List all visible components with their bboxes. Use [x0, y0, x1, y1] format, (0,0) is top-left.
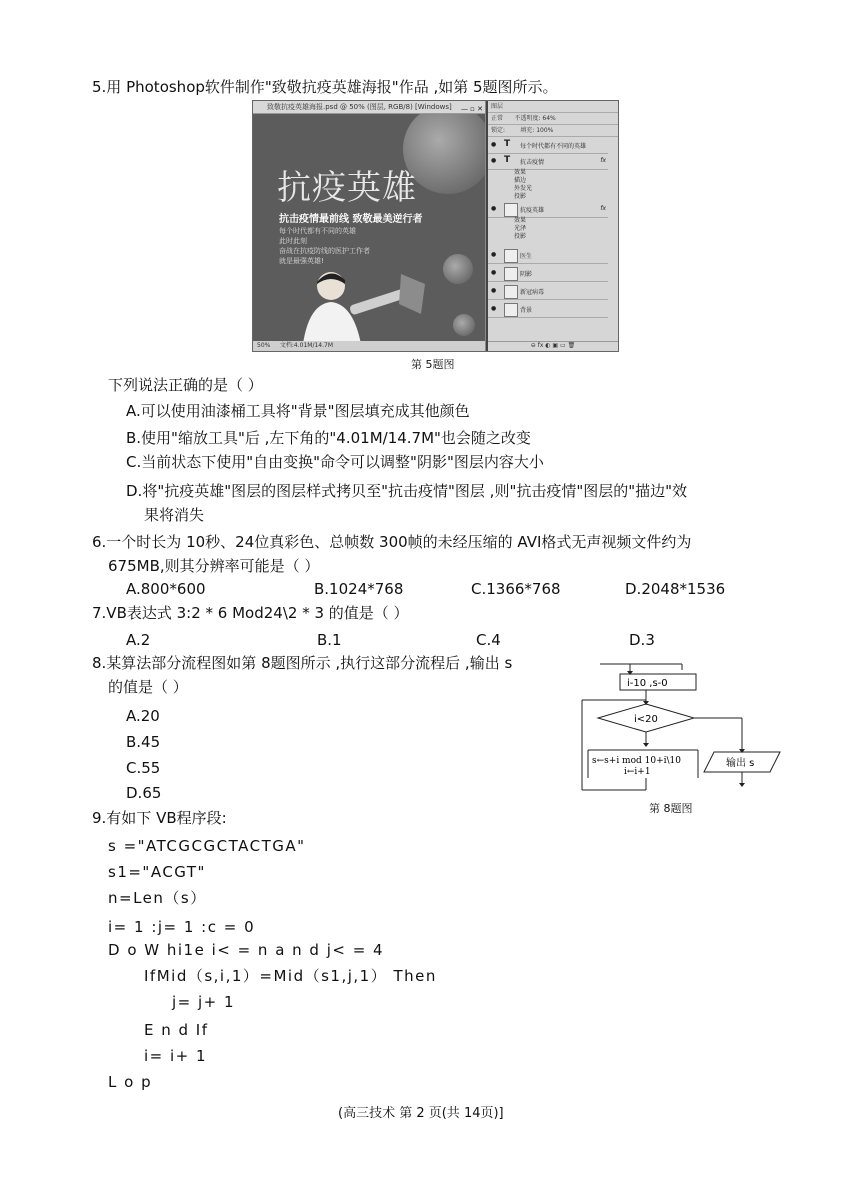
q5-option-d: D.将"抗疫英雄"图层的图层样式拷贝至"抗击疫情"图层 ,则"抗击疫情"图层的"描边"效 — [126, 482, 688, 500]
poster-line: 奋战在抗疫防线的医护工作者 — [279, 247, 370, 255]
loop-body-line2: i←i+1 — [624, 767, 651, 777]
layer-effect-name: 光泽 — [514, 225, 527, 232]
doctor-illustration — [301, 264, 431, 341]
code-line: D o W hi1e i< = n a n d j< = 4 — [108, 941, 385, 959]
q6-stem-cont: 675MB,则其分辨率可能是（ ） — [108, 557, 320, 575]
eye-icon[interactable]: ● — [491, 251, 497, 258]
panel-footer-icons: ⊖ fx ◐ ▣ ▭ 🗑 — [488, 341, 618, 351]
layer-name: 新冠病毒 — [520, 289, 545, 296]
poster-line: 每个时代都有不同的英雄 — [279, 227, 356, 235]
q6-option-a: A.800*600 — [126, 580, 206, 598]
q6-option-d: D.2048*1536 — [625, 580, 726, 598]
zoom-level: 50% — [257, 342, 271, 349]
eye-icon[interactable]: ● — [491, 141, 497, 148]
layer-effect-name: 效果 — [514, 169, 527, 176]
layer-row[interactable] — [488, 265, 608, 282]
layers-panel — [486, 101, 618, 351]
layer-thumbnail — [504, 267, 518, 281]
layer-row[interactable] — [514, 193, 526, 201]
fx-icon: fx — [600, 157, 606, 164]
layer-name: 阴影 — [520, 271, 533, 278]
window-titlebar — [253, 101, 485, 114]
layer-row[interactable] — [488, 283, 608, 300]
layer-effect-name: 效果 — [514, 217, 527, 224]
poster-title: 抗疫英雄 — [277, 168, 417, 208]
opacity-value: 不透明度: 64% — [514, 115, 556, 122]
q7-stem: 7.VB表达式 3:2 * 6 Mod24\2 * 3 的值是（ ） — [92, 604, 409, 622]
layer-effect-name: 投影 — [514, 233, 527, 240]
fill-value: 填充: 100% — [520, 127, 554, 134]
layer-name: 抗击疫情 — [520, 159, 545, 166]
layer-thumbnail — [504, 303, 518, 317]
poster-text-block — [279, 226, 370, 266]
layer-effect-name: 描边 — [514, 177, 527, 184]
q5-option-b: B.使用"缩放工具"后 ,左下角的"4.01M/14.7M"也会随之改变 — [126, 429, 531, 447]
panel-tab: 图层 — [488, 101, 618, 113]
layer-row[interactable] — [488, 201, 608, 218]
output-text: 输出 s — [726, 758, 755, 769]
window-title: 致敬抗疫英雄海报.psd @ 50% (图层, RGB/8) [Windows] — [267, 103, 452, 111]
q9-stem: 9.有如下 VB程序段: — [92, 809, 227, 827]
eye-icon[interactable]: ● — [491, 305, 497, 312]
q7-option-d: D.3 — [629, 631, 655, 649]
status-bar — [253, 341, 485, 351]
layer-thumbnail: T — [504, 155, 511, 165]
condition-text: i<20 — [634, 714, 658, 725]
layer-thumbnail — [504, 203, 518, 217]
code-line: L o p — [108, 1073, 153, 1091]
q8-option-b: B.45 — [126, 733, 161, 751]
init-text: i-10 ,s-0 — [627, 678, 668, 689]
layer-name: 医生 — [520, 253, 533, 260]
layer-row[interactable] — [488, 301, 608, 318]
q6-option-b: B.1024*768 — [314, 580, 404, 598]
layer-row[interactable] — [514, 225, 526, 233]
layer-row[interactable] — [514, 233, 526, 241]
layer-thumbnail: T — [504, 139, 511, 149]
q7-option-b: B.1 — [317, 631, 342, 649]
eye-icon[interactable]: ● — [491, 205, 497, 212]
poster-slogan: 抗击疫情最前线 致敬最美逆行者 — [279, 214, 423, 225]
q8-option-c: C.55 — [126, 759, 161, 777]
photoshop-screenshot-figure — [252, 100, 619, 352]
virus-icon — [453, 314, 475, 336]
q7-option-a: A.2 — [126, 631, 151, 649]
layer-effect-name: 投影 — [514, 193, 527, 200]
virus-icon — [443, 254, 473, 284]
q5-option-a: A.可以使用油漆桶工具将"背景"图层填充成其他颜色 — [126, 402, 470, 420]
code-line: n=Len（s） — [108, 889, 207, 907]
code-line: s ="ATCGCGCTACTGA" — [108, 837, 306, 855]
q5-caption: 第 5题图 — [411, 358, 455, 371]
layer-row[interactable] — [488, 137, 608, 154]
layer-effect-name: 外发光 — [514, 185, 533, 192]
layer-row[interactable] — [514, 169, 526, 177]
layer-row[interactable] — [488, 153, 608, 170]
layer-name: 背景 — [520, 307, 533, 314]
q8-caption: 第 8题图 — [649, 802, 693, 815]
layer-name: 每个时代都有不同的英雄 — [520, 143, 587, 150]
poster-line: 就是最强英雄! — [279, 257, 324, 265]
layer-row[interactable] — [514, 185, 532, 193]
q6-stem: 6.一个时长为 10秒、24位真彩色、总帧数 300帧的未经压缩的 AVI格式无声视频文件约为 — [92, 533, 692, 551]
doc-size: 文档:4.01M/14.7M — [279, 342, 334, 349]
code-line: E n d If — [144, 1021, 209, 1039]
eye-icon[interactable]: ● — [491, 269, 497, 276]
layer-row[interactable] — [514, 177, 526, 185]
lock-label: 锁定: — [491, 127, 506, 134]
code-line: IfMid（s,i,1）=Mid（s1,j,1） Then — [144, 967, 437, 985]
code-line: i= 1 :j= 1 :c = 0 — [108, 918, 256, 936]
flowchart-figure — [578, 662, 788, 802]
window-controls-icon: — ▫ ✕ — [460, 105, 483, 113]
eye-icon[interactable]: ● — [491, 287, 497, 294]
loop-body-line1: s←s+i mod 10+i\10 — [592, 756, 681, 766]
q8-stem-cont: 的值是（ ） — [108, 678, 188, 696]
q7-option-c: C.4 — [476, 631, 501, 649]
fx-icon: fx — [600, 205, 606, 212]
eye-icon[interactable]: ● — [491, 157, 497, 164]
q5-prompt: 下列说法正确的是（ ） — [108, 376, 263, 394]
q5-option-c: C.当前状态下使用"自由变换"命令可以调整"阴影"图层内容大小 — [126, 453, 544, 471]
q6-option-c: C.1366*768 — [471, 580, 561, 598]
q5-option-d-cont: 果将消失 — [144, 506, 205, 524]
blend-mode-select: 正常 — [491, 115, 504, 122]
q8-option-a: A.20 — [126, 707, 160, 725]
poster-line: 此时此刻 — [279, 237, 307, 245]
poster-canvas — [253, 114, 485, 341]
q5-stem: 5.用 Photoshop软件制作"致敬抗疫英雄海报"作品 ,如第 5题图所示。 — [92, 78, 558, 96]
code-line: j= j+ 1 — [172, 993, 236, 1011]
blend-opacity-row — [488, 113, 618, 125]
q8-stem: 8.某算法部分流程图如第 8题图所示 ,执行这部分流程后 ,输出 s — [92, 654, 513, 672]
layer-name: 抗疫英雄 — [520, 207, 545, 214]
code-line: s1="ACGT" — [108, 863, 206, 881]
q8-option-d: D.65 — [126, 784, 162, 802]
code-line: i= i+ 1 — [144, 1047, 208, 1065]
lock-fill-row — [488, 125, 618, 137]
layer-thumbnail — [504, 249, 518, 263]
layer-thumbnail — [504, 285, 518, 299]
layer-row[interactable] — [514, 217, 526, 225]
page-footer: (高三技术 第 2 页(共 14页)] — [338, 1106, 504, 1121]
layer-row[interactable] — [488, 247, 608, 264]
